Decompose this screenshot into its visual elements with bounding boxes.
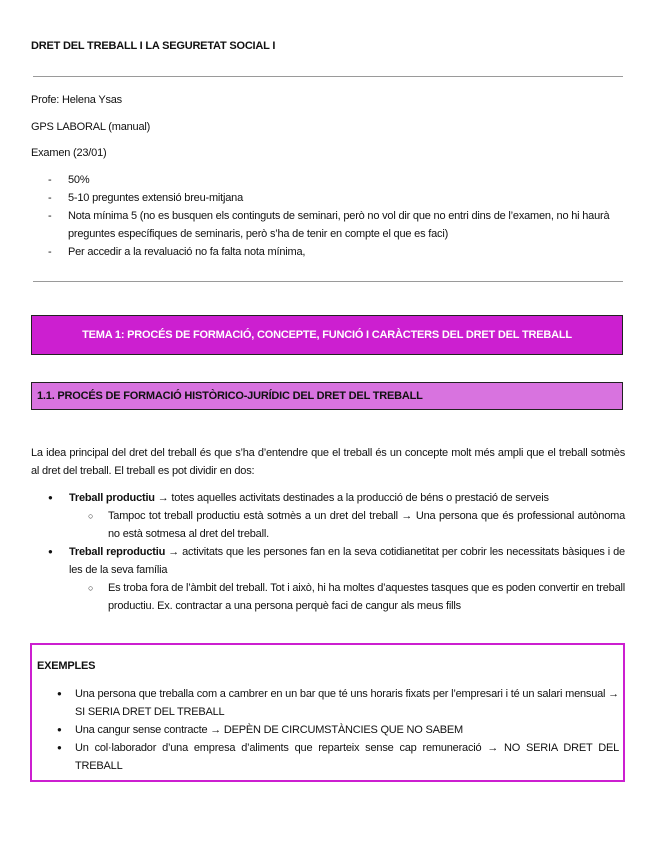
bullet-text: → totes aquelles activitats destinades a la producció de béns o prestació de serveis: [154, 492, 549, 504]
intro-paragraph: La idea principal del dret del treball és que s’ha d’entendre que el treball és un concepte molt més ampli que el treball sotmès al dret del treball. El treball es pot dividir en dos:: [31, 447, 625, 477]
exam-details-list: [48, 171, 628, 261]
section-title: 1.1. PROCÉS DE FORMACIÓ HISTÒRICO-JURÍDIC DEL DRET DEL TREBALL: [37, 390, 423, 402]
example-item: ● Una persona que treballa com a cambrer en un bar que té uns horaris fixats per l’empresari i té un salari mensual → SI SERIA DRET DEL TREBALL: [37, 685, 619, 721]
exam-detail-item: - 5-10 preguntes extensió breu-mitjana: [48, 189, 628, 207]
bullet-term: Treball productiu: [69, 492, 155, 504]
exam-detail-item: - Nota mínima 5 (no es busquen els continguts de seminari, però no vol dir que no entri dins de l’examen, no hi haurà preguntes específiques de seminaris, però s’ha de tenir en compte el que es faci): [48, 207, 628, 243]
list-item: [31, 543, 625, 579]
list-item: [31, 489, 625, 507]
examples-title: EXEMPLES: [37, 660, 96, 672]
document-title: DRET DEL TREBALL I LA SEGURETAT SOCIAL I: [31, 40, 276, 52]
tema-title: TEMA 1: PROCÉS DE FORMACIÓ, CONCEPTE, FUNCIÓ I CARÀCTERS DEL DRET DEL TREBALL: [82, 329, 572, 341]
exam-detail-item: - Per accedir a la revaluació no fa falta nota mínima,: [48, 243, 628, 261]
bullet-term: Treball reproductiu: [69, 546, 166, 558]
example-item: ● Una cangur sense contracte → DEPÈN DE CIRCUMSTÀNCIES QUE NO SABEM: [37, 721, 619, 739]
exam-detail-item: - 50%: [48, 171, 628, 189]
sub-list-item: ○ Tampoc tot treball productiu està sotmès a un dret del treball → Una persona que és professional autònoma no està sotmesa al dret del treball.: [31, 507, 625, 543]
sub-list-item: ○ Es troba fora de l’àmbit del treball. Tot i això, hi ha moltes d’aquestes tasques que es poden convertir en treball productiu. Ex. contractar a una persona perquè faci de cangur als meus fills: [31, 579, 625, 615]
example-item: ● Un col·laborador d’una empresa d’aliments que reparteix sense cap remuneració → NO SERIA DRET DEL TREBALL: [37, 739, 619, 775]
examples-box: [30, 643, 625, 782]
tema-banner: [31, 315, 623, 355]
manual-line: GPS LABORAL (manual): [31, 121, 151, 133]
work-types-list: [31, 489, 625, 615]
exam-line: Examen (23/01): [31, 147, 107, 159]
divider-top: [33, 76, 623, 77]
examples-list: [37, 685, 619, 775]
divider-bottom: [33, 281, 623, 282]
bullet-text: → activitats que les persones fan en la seva cotidianetitat per cobrir les necessitats bàsiques i de les de la seva família: [69, 546, 625, 576]
section-banner: [31, 382, 623, 410]
professor-line: Profe: Helena Ysas: [31, 94, 122, 106]
